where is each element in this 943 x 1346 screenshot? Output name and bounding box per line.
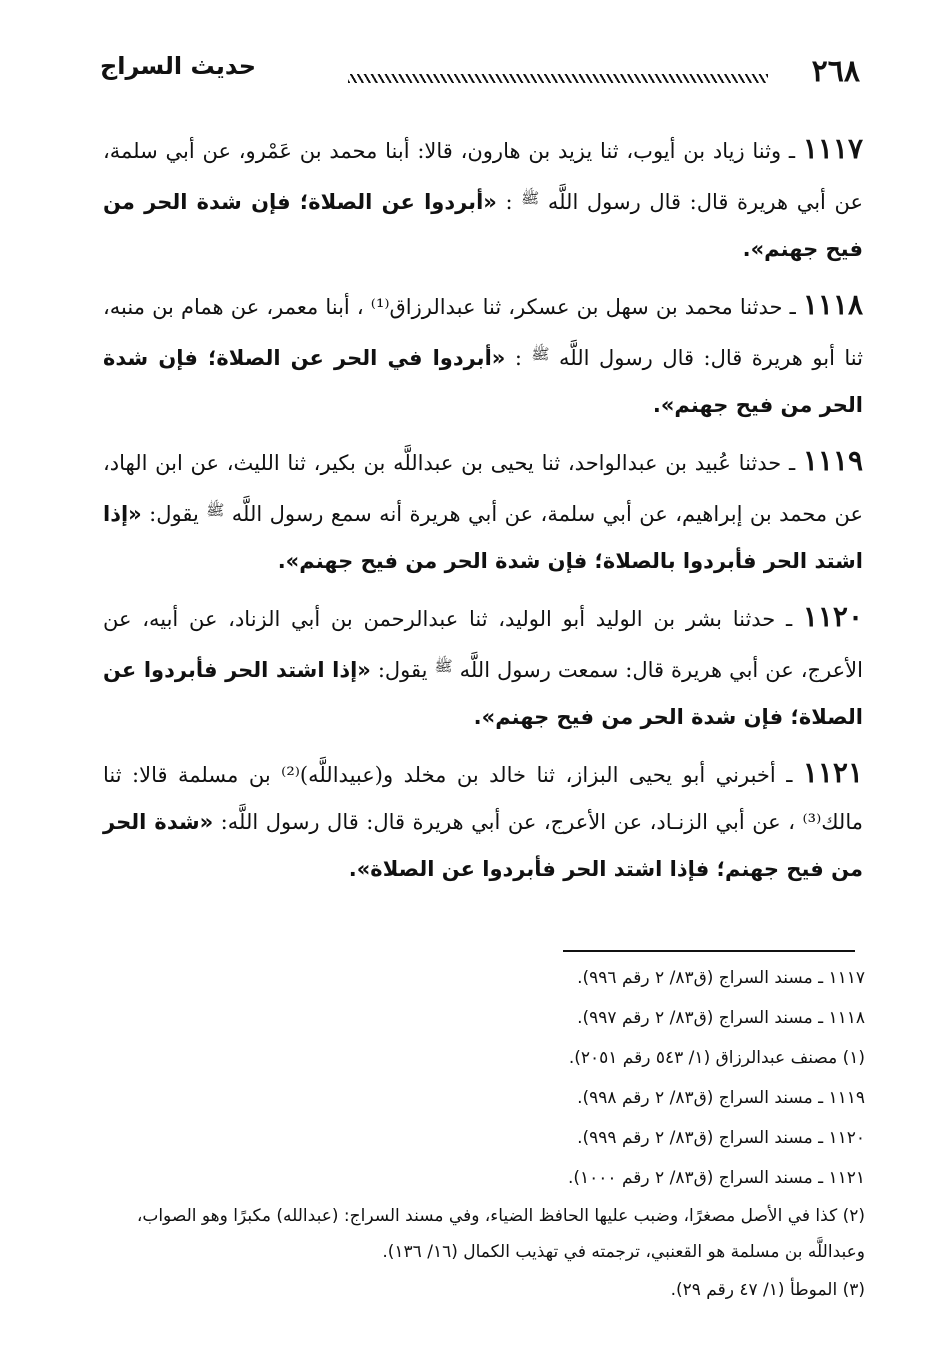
- hadith-chain: ـ وثنا زياد بن أيوب، ثنا يزيد بن هارون، قالا: أبنا محمد بن عَمْرو، عن أبي سلمة، عن أبي هريرة قال: قال رسول اللَّه: [103, 139, 863, 214]
- hadith-chain: ـ حدثنا بشر بن الوليد أبو الوليد، ثنا عبدالرحمن بن أبي الزناد، عن أبيه، عن الأعرج، عن أبي هريرة قال: سمعت رسول اللَّه: [103, 607, 863, 682]
- hadith-quote: «أبردوا عن الصلاة؛ فإن شدة الحر من فيح جهنم».: [103, 190, 863, 261]
- footnote-3: (٣) الموطأ (١/ ٤٧ رقم ٢٩).: [670, 1280, 865, 1300]
- hadith-quote: «إذا اشتد الحر فأبردوا بالصلاة؛ فإن شدة الحر من فيح جهنم».: [103, 502, 863, 573]
- footnote-1121: ١١٢١ ـ مسند السراج (ق٨٣/ ٢ رقم ١٠٠٠).: [567, 1168, 865, 1188]
- hadith-connector: :: [505, 346, 532, 370]
- hadith-1118: [103, 281, 863, 429]
- hadith-chain: ـ حدثنا محمد بن سهل بن عسكر، ثنا عبدالرزاق⁽¹⁾ ، أبنا معمر، عن همام بن منبه، ثنا أبو هريرة قال: قال رسول اللَّه: [103, 295, 863, 370]
- hadith-connector: يقول:: [370, 658, 435, 682]
- hadith-text-body: [103, 125, 863, 901]
- hadith-chain: ـ حدثنا عُبيد بن عبدالواحد، ثنا يحيى بن عبداللَّه بن بكير، ثنا الليث، عن ابن الهاد، عن محمد بن إبراهيم، عن أبي سلمة، عن أبي هريرة أنه سمع رسول اللَّه: [103, 451, 864, 526]
- running-header: [100, 52, 860, 102]
- footnote-1119: ١١١٩ ـ مسند السراج (ق٨٣/ ٢ رقم ٩٩٨).: [577, 1088, 865, 1108]
- hadith-1120: [103, 593, 863, 741]
- footnote-1: (١) مصنف عبدالرزاق (١/ ٥٤٣ رقم ٢٠٥١).: [568, 1048, 865, 1068]
- hadith-connector: :: [496, 190, 522, 214]
- hadith-number: ١١١٧: [802, 132, 863, 165]
- hadith-connector: يقول:: [141, 502, 207, 526]
- footnote-1120: ١١٢٠ ـ مسند السراج (ق٨٣/ ٢ رقم ٩٩٩).: [577, 1128, 865, 1148]
- hadith-number: ١١١٨: [802, 288, 863, 321]
- footnote-1118: ١١١٨ ـ مسند السراج (ق٨٣/ ٢ رقم ٩٩٧).: [577, 1008, 865, 1028]
- footnote-2: (٢) كذا في الأصل مصغرًا، وضبب عليها الحافظ الضياء، وفي مسند السراج: (عبدالله) مكبرًا وهو الصواب، وعبداللَّه بن مسلمة هو القعنبي، ترجمته في تهذيب الكمال (١٦/ ١٣٦).: [136, 1206, 865, 1262]
- hadith-number: ١١٢١: [802, 756, 863, 789]
- hadith-1119: [103, 437, 863, 585]
- hadith-number: ١١١٩: [802, 444, 863, 477]
- salla-symbol: ﷺ: [521, 189, 540, 207]
- footnotes: [100, 958, 865, 1310]
- hadith-chain: ـ أخبرني أبو يحيى البزاز، ثنا خالد بن مخلد و(عبيداللَّه)⁽²⁾ بن مسلمة قالا: ثنا مالك⁽³⁾ ، عن أبي الزنـاد، عن الأعرج، عن أبي هريرة قال: قال رسول اللَّه:: [103, 763, 863, 834]
- page-number: ٢٦٨: [811, 54, 860, 89]
- footnote-separator: [563, 950, 855, 952]
- footnote-1117: ١١١٧ ـ مسند السراج (ق٨٣/ ٢ رقم ٩٩٦).: [577, 968, 865, 988]
- hadith-quote: «أبردوا في الحر عن الصلاة؛ فإن شدة الحر من فيح جهنم».: [103, 346, 863, 417]
- hadith-1117: [103, 125, 863, 273]
- hadith-1121: [103, 749, 863, 893]
- hadith-quote: «شدة الحر من فيح جهنم؛ فإذا اشتد الحر فأبردوا عن الصلاة».: [103, 810, 863, 881]
- hadith-number: ١١٢٠: [802, 600, 863, 633]
- book-title: حديث السراج: [100, 52, 257, 80]
- header-ornamental-rule: [348, 74, 768, 83]
- salla-symbol: ﷺ: [206, 501, 225, 519]
- hadith-quote: «إذا اشتد الحر فأبردوا عن الصلاة؛ فإن شدة الحر من فيح جهنم».: [103, 658, 863, 729]
- salla-symbol: ﷺ: [531, 345, 550, 363]
- salla-symbol: ﷺ: [434, 657, 453, 675]
